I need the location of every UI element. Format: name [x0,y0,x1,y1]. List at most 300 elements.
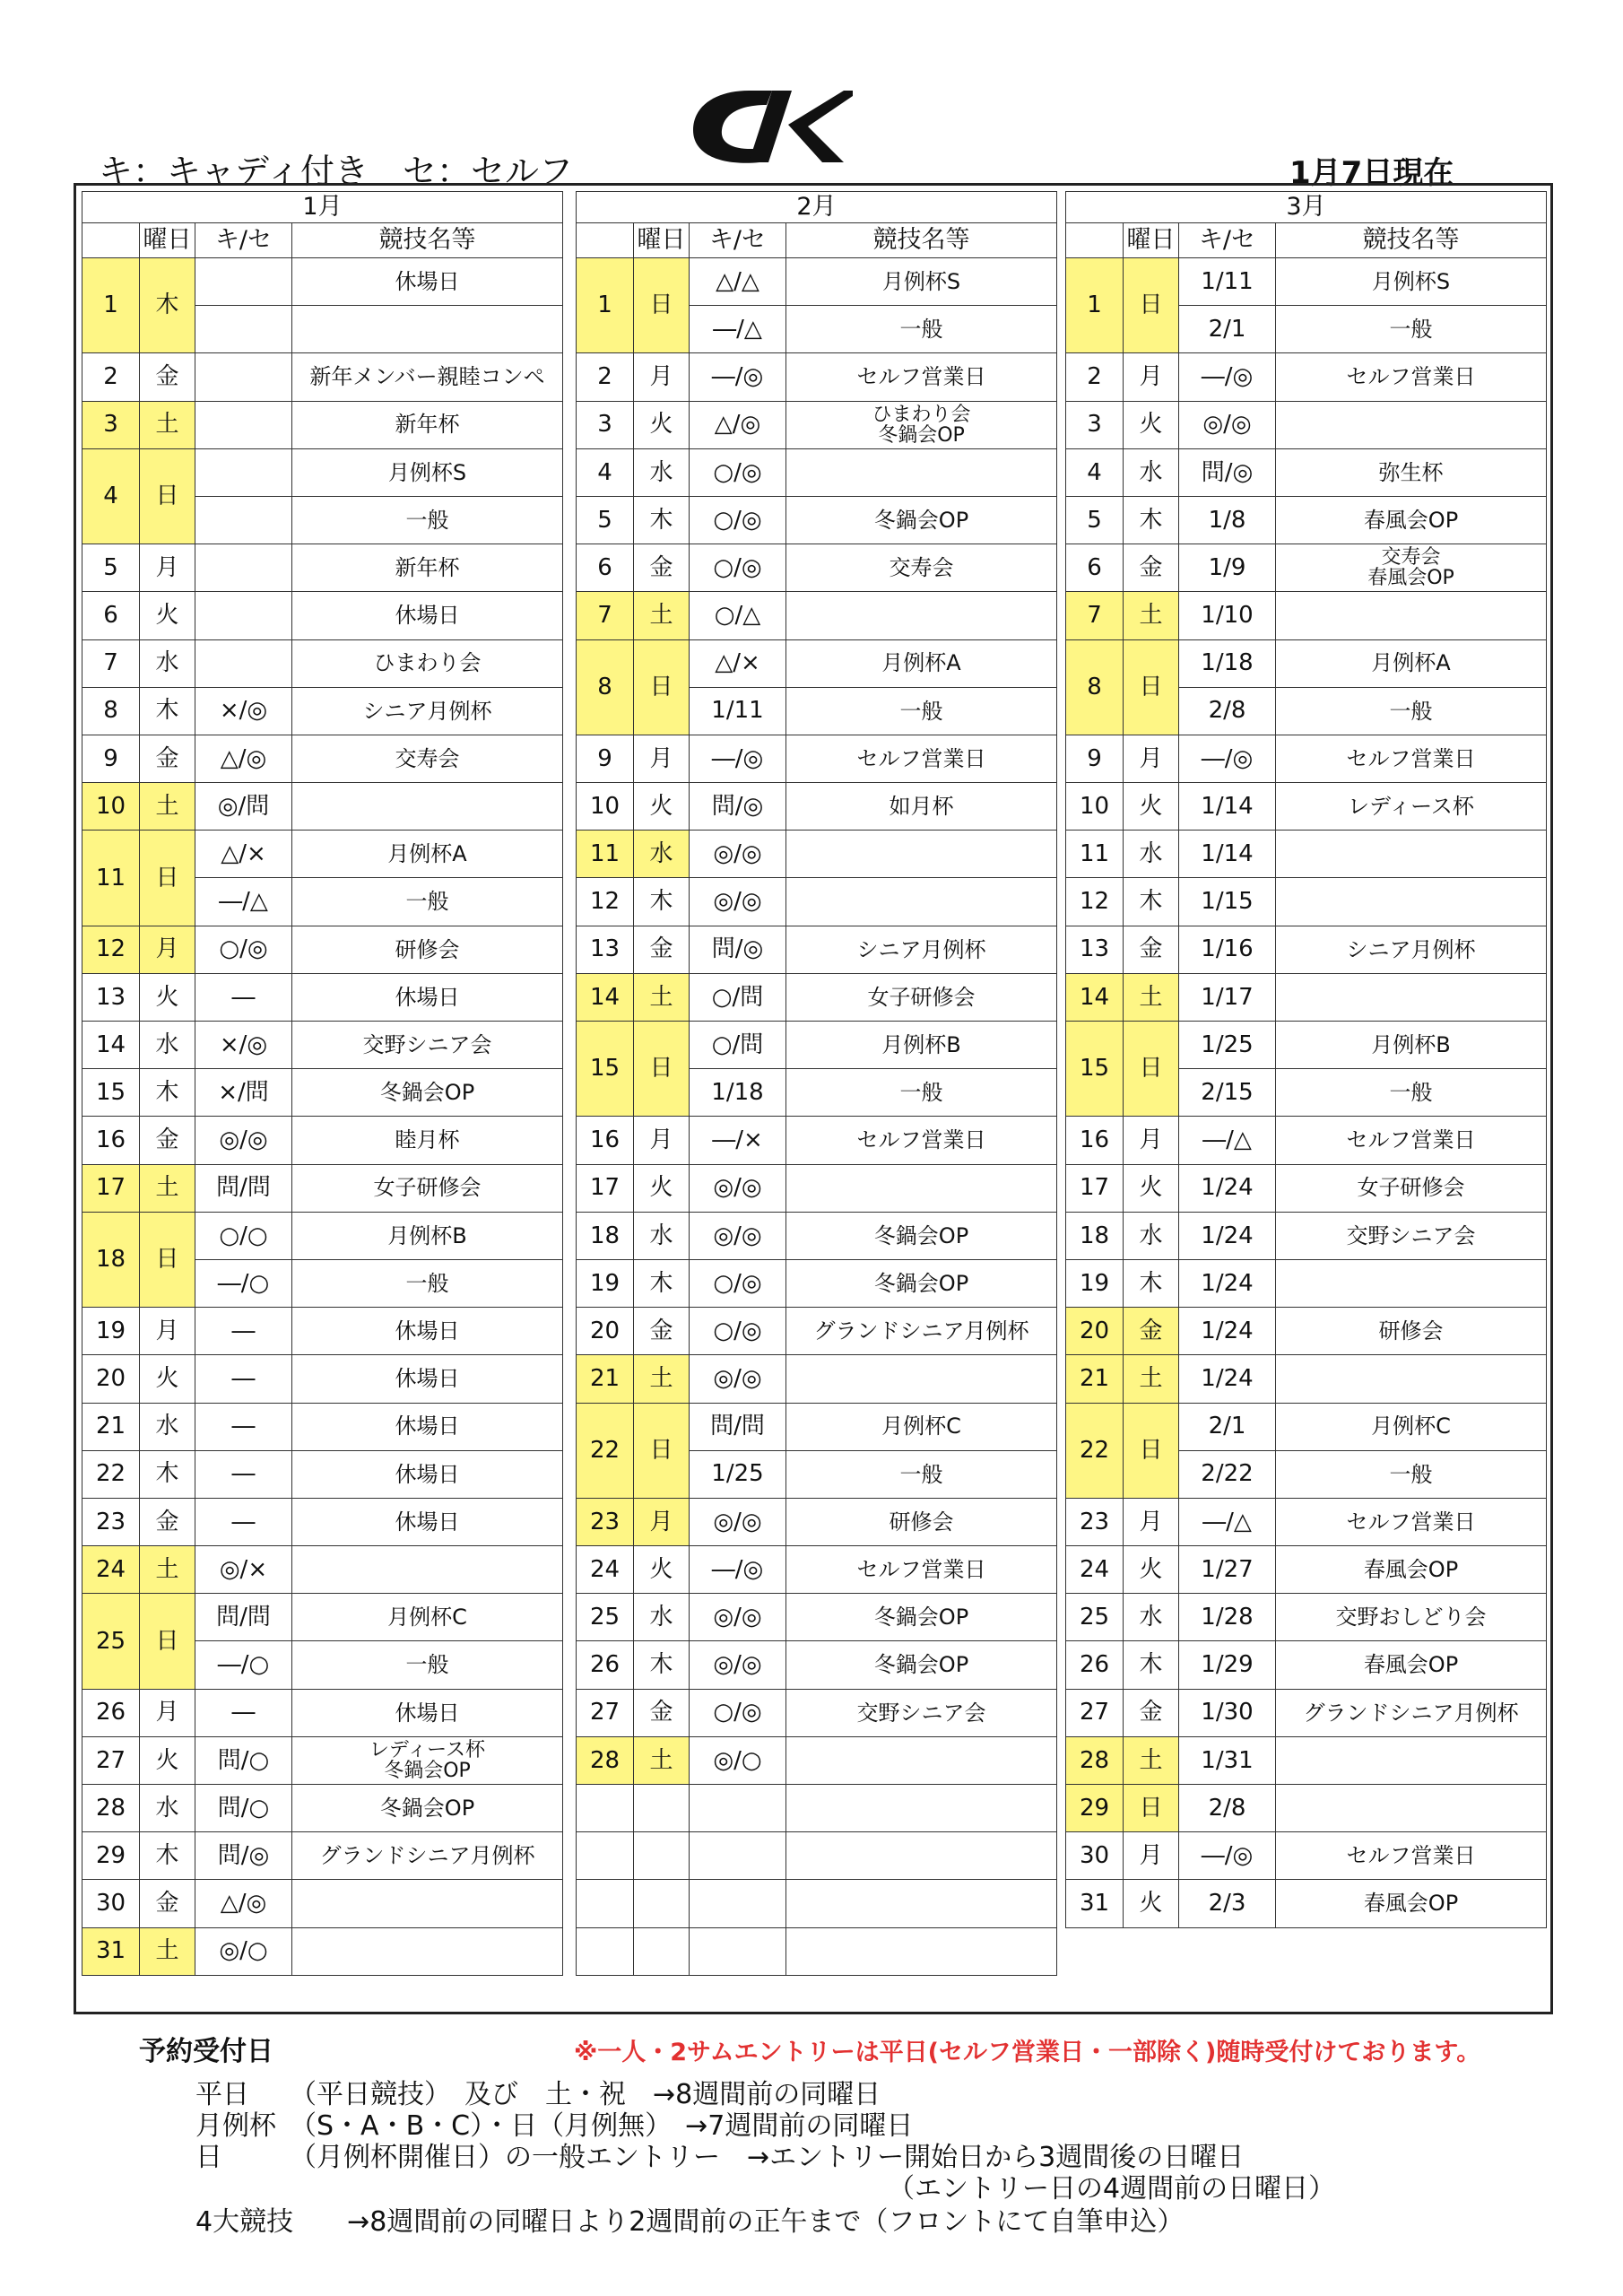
event-cell: 休場日 [292,1403,563,1450]
weekday-cell: 金 [634,1689,690,1736]
table-row [577,1117,1057,1164]
caddie-self-cell: 1/24 [1179,1355,1276,1403]
month-february [576,191,1056,1976]
caddie-self-cell: 1/24 [1179,1308,1276,1355]
header-dow: 曜日 [1124,223,1179,258]
event-cell [292,306,563,353]
table-row [82,639,563,687]
weekday-cell: 土 [140,1164,195,1212]
event-cell: 冬鍋会OP [786,496,1057,544]
day-cell: 6 [82,592,140,639]
event-cell: シニア月例杯 [292,687,563,735]
weekday-cell: 金 [140,1117,195,1164]
caddie-self-cell: 1/30 [1179,1689,1276,1736]
table-row [82,544,563,592]
event-cell: 新年杯 [292,401,563,448]
caddie-self-cell: 問/◎ [690,783,786,831]
caddie-self-cell: 1/25 [690,1450,786,1498]
weekday-cell: 土 [140,1927,195,1975]
caddie-self-cell: 1/8 [1179,496,1276,544]
table-row [577,878,1057,926]
caddie-self-cell: 問/問 [690,1403,786,1450]
event-cell [786,831,1057,878]
day-cell: 31 [82,1927,140,1975]
day-cell: 6 [1066,544,1124,592]
day-cell: 25 [1066,1594,1124,1641]
day-cell: 18 [577,1212,634,1259]
table-row [82,1212,563,1259]
weekday-cell: 日 [634,1403,690,1498]
weekday-cell: 月 [140,926,195,973]
event-cell: 研修会 [292,926,563,973]
table-row [1066,448,1547,496]
event-cell: 冬鍋会OP [786,1594,1057,1641]
caddie-self-cell: ◎/◎ [690,1594,786,1641]
day-cell: 4 [1066,448,1124,496]
table-row [1066,1164,1547,1212]
day-cell: 27 [82,1736,140,1784]
table-row [577,639,1057,687]
day-cell: 10 [1066,783,1124,831]
event-cell: 冬鍋会OP [786,1641,1057,1689]
event-cell: 交野シニア会 [786,1689,1057,1736]
month-table [82,191,563,1976]
weekday-cell: 土 [634,1355,690,1403]
event-cell: 月例杯B [786,1022,1057,1069]
caddie-self-cell: ―/◎ [690,353,786,401]
table-row [577,1880,1057,1927]
day-cell: 22 [82,1450,140,1498]
event-cell [1276,1259,1547,1307]
weekday-cell: 水 [140,1785,195,1832]
event-cell: シニア月例杯 [1276,926,1547,973]
day-cell: 8 [82,687,140,735]
event-cell: セルフ営業日 [1276,1498,1547,1545]
weekday-cell: 日 [634,1022,690,1117]
event-cell: グランドシニア月例杯 [1276,1689,1547,1736]
day-cell: 18 [1066,1212,1124,1259]
caddie-self-cell: 2/1 [1179,1403,1276,1450]
day-cell: 30 [82,1880,140,1927]
caddie-self-cell: 1/14 [1179,831,1276,878]
caddie-self-cell: ○/△ [690,592,786,639]
event-cell: 月例杯S [292,448,563,496]
caddie-self-cell: ―/△ [1179,1498,1276,1545]
day-cell: 26 [577,1641,634,1689]
event-cell: 休場日 [292,1355,563,1403]
event-cell: 冬鍋会OP [292,1785,563,1832]
event-cell [1276,831,1547,878]
header-day [82,223,140,258]
weekday-cell: 日 [140,1594,195,1689]
day-cell: 20 [1066,1308,1124,1355]
weekday-cell: 土 [1124,592,1179,639]
day-cell: 12 [1066,878,1124,926]
event-cell: 月例杯S [1276,258,1547,306]
weekday-cell: 火 [634,401,690,448]
table-row [82,1403,563,1450]
caddie-self-cell [195,639,292,687]
weekday-cell: 火 [140,973,195,1021]
event-cell: 休場日 [292,1689,563,1736]
table-row [577,735,1057,782]
event-cell: 休場日 [292,258,563,306]
event-cell [292,783,563,831]
header-ks: キ/セ [690,223,786,258]
weekday-cell: 水 [140,1022,195,1069]
table-row [577,1736,1057,1784]
event-cell [1276,1785,1547,1832]
weekday-cell: 火 [140,1736,195,1784]
day-cell: 17 [82,1164,140,1212]
day-cell: 14 [82,1022,140,1069]
table-row [1066,1259,1547,1307]
calendar-container [74,183,1553,2014]
weekday-cell: 木 [1124,1641,1179,1689]
table-row [1066,1212,1547,1259]
caddie-self-cell: ―/◎ [690,735,786,782]
weekday-cell: 火 [634,1164,690,1212]
day-cell: 24 [1066,1546,1124,1594]
day-cell: 8 [1066,639,1124,735]
day-cell: 1 [1066,258,1124,353]
caddie-self-cell: ○/問 [690,1022,786,1069]
event-cell [786,1736,1057,1784]
caddie-self-cell: ○/◎ [690,448,786,496]
day-cell [577,1785,634,1832]
weekday-cell: 日 [140,448,195,544]
event-cell: セルフ営業日 [1276,1117,1547,1164]
weekday-cell: 土 [634,1736,690,1784]
caddie-self-cell: ―/◎ [1179,735,1276,782]
notes-line-sunday-sub: （エントリー日の4週間前の日曜日） [888,2173,1336,2205]
weekday-cell: 月 [1124,735,1179,782]
caddie-self-cell: △/× [690,639,786,687]
table-row [577,1927,1057,1975]
table-row [82,973,563,1021]
event-cell: 月例杯S [786,258,1057,306]
event-cell: 交野シニア会 [292,1022,563,1069]
caddie-self-cell: ― [195,1689,292,1736]
caddie-self-cell: ◎/◎ [690,1212,786,1259]
event-cell: 休場日 [292,1450,563,1498]
day-cell: 22 [1066,1403,1124,1498]
caddie-self-cell: 1/24 [1179,1259,1276,1307]
caddie-self-cell: △/△ [690,258,786,306]
day-cell: 22 [577,1403,634,1498]
event-cell: セルフ営業日 [786,1546,1057,1594]
day-cell: 28 [82,1785,140,1832]
event-cell: 新年メンバー親睦コンペ [292,353,563,401]
event-cell [786,1880,1057,1927]
day-cell: 16 [1066,1117,1124,1164]
day-cell: 4 [82,448,140,544]
weekday-cell: 日 [140,1212,195,1307]
event-cell [1276,544,1547,592]
notes-line-monthly: 月例杯 （S・A・B・C）・日（月例無） →7週間前の同曜日 [195,2110,914,2142]
caddie-self-cell [195,448,292,496]
table-row [1066,1308,1547,1355]
month-label: 2月 [577,192,1057,223]
caddie-self-cell [690,1832,786,1880]
caddie-self-cell: 1/24 [1179,1164,1276,1212]
event-cell: 一般 [786,1069,1057,1117]
month-january [82,191,562,1976]
table-row [82,1164,563,1212]
event-cell: 交寿会 [292,735,563,782]
weekday-cell: 日 [1124,1403,1179,1498]
caddie-self-cell: △/◎ [195,1880,292,1927]
weekday-cell: 火 [140,1355,195,1403]
table-row [82,1546,563,1594]
event-cell: 一般 [1276,306,1547,353]
weekday-cell: 火 [1124,1164,1179,1212]
weekday-cell: 水 [1124,1594,1179,1641]
caddie-self-cell: 1/27 [1179,1546,1276,1594]
table-row [577,401,1057,448]
caddie-self-cell: 1/17 [1179,973,1276,1021]
table-row [1066,1355,1547,1403]
weekday-cell: 土 [140,1546,195,1594]
day-cell: 28 [1066,1736,1124,1784]
weekday-cell: 木 [1124,496,1179,544]
weekday-cell: 木 [634,878,690,926]
table-row [577,353,1057,401]
table-row [82,1927,563,1975]
event-cell: 交野シニア会 [1276,1212,1547,1259]
weekday-cell: 金 [634,926,690,973]
event-cell: 新年杯 [292,544,563,592]
table-row [1066,1832,1547,1880]
weekday-cell: 木 [1124,1259,1179,1307]
table-row [82,1450,563,1498]
weekday-cell: 月 [634,1498,690,1545]
weekday-cell: 火 [1124,1880,1179,1927]
day-cell: 15 [82,1069,140,1117]
event-line: 交寿会 [1381,546,1441,570]
table-row [1066,1546,1547,1594]
month-march [1065,191,1546,1928]
weekday-cell: 土 [634,592,690,639]
caddie-self-cell [690,1880,786,1927]
table-row [1066,1880,1547,1927]
day-cell: 15 [577,1022,634,1117]
day-cell: 13 [577,926,634,973]
event-cell: 月例杯C [786,1403,1057,1450]
notes-line-major: 4大競技 →8週間前の同曜日より2週間前の正午まで（フロントにて自筆申込） [195,2206,1185,2238]
event-cell [1276,401,1547,448]
caddie-self-cell [195,544,292,592]
event-cell [786,448,1057,496]
day-cell: 26 [82,1689,140,1736]
caddie-self-cell: ― [195,1450,292,1498]
table-row [577,973,1057,1021]
event-cell: 月例杯C [1276,1403,1547,1450]
day-cell: 30 [1066,1832,1124,1880]
day-cell: 13 [1066,926,1124,973]
table-row [577,1498,1057,1545]
weekday-cell: 土 [140,783,195,831]
day-cell: 11 [82,831,140,926]
table-row [1066,1403,1547,1450]
table-row [1066,1498,1547,1545]
event-cell: 一般 [292,496,563,544]
weekday-cell: 木 [140,1450,195,1498]
day-cell: 10 [577,783,634,831]
day-cell: 14 [577,973,634,1021]
table-row [1066,1689,1547,1736]
caddie-self-cell: ◎/◎ [690,831,786,878]
event-line: 冬鍋会OP [384,1759,471,1782]
weekday-cell: 火 [634,1546,690,1594]
event-cell: セルフ営業日 [786,353,1057,401]
caddie-self-cell: 問/問 [195,1594,292,1641]
caddie-self-cell: 1/11 [690,687,786,735]
table-row [82,1736,563,1784]
day-cell: 14 [1066,973,1124,1021]
caddie-self-cell: ―/◎ [1179,353,1276,401]
weekday-cell: 金 [140,353,195,401]
notes-line-weekday: 平日 （平日競技） 及び 土・祝 →8週間前の同曜日 [195,2079,881,2110]
caddie-self-cell [195,401,292,448]
event-cell: シニア月例杯 [786,926,1057,973]
table-row [1066,926,1547,973]
weekday-cell: 日 [140,831,195,926]
caddie-self-cell: ◎/◎ [690,878,786,926]
day-cell: 11 [577,831,634,878]
event-cell [786,1164,1057,1212]
weekday-cell: 土 [634,973,690,1021]
table-row [577,496,1057,544]
event-cell: 一般 [292,878,563,926]
table-row [577,1594,1057,1641]
day-cell: 7 [1066,592,1124,639]
event-cell: 冬鍋会OP [786,1212,1057,1259]
caddie-self-cell: ―/◎ [1179,1832,1276,1880]
day-cell: 16 [577,1117,634,1164]
caddie-self-cell: ○/◎ [690,1308,786,1355]
day-cell: 3 [577,401,634,448]
caddie-self-cell [195,496,292,544]
weekday-cell: 水 [634,1212,690,1259]
caddie-self-cell: 1/29 [1179,1641,1276,1689]
table-row [82,1689,563,1736]
weekday-cell: 金 [634,544,690,592]
day-cell: 25 [82,1594,140,1689]
caddie-self-cell: ◎/◎ [195,1117,292,1164]
header-day [1066,223,1124,258]
caddie-self-cell: ◎/× [195,1546,292,1594]
weekday-cell: 日 [634,639,690,735]
table-row [1066,1117,1547,1164]
event-cell: 月例杯A [786,639,1057,687]
day-cell: 6 [577,544,634,592]
event-cell: 研修会 [786,1498,1057,1545]
table-row [577,592,1057,639]
weekday-cell: 月 [634,1117,690,1164]
event-cell: 春風会OP [1276,1546,1547,1594]
caddie-self-cell: 1/28 [1179,1594,1276,1641]
table-row [82,401,563,448]
day-cell: 3 [1066,401,1124,448]
table-row [577,1641,1057,1689]
table-row [577,926,1057,973]
day-cell: 27 [1066,1689,1124,1736]
caddie-self-cell: 2/22 [1179,1450,1276,1498]
day-cell: 1 [577,258,634,353]
weekday-cell: 月 [140,544,195,592]
day-cell: 21 [1066,1355,1124,1403]
event-cell [292,1736,563,1784]
event-cell [786,1785,1057,1832]
table-row [1066,1022,1547,1069]
weekday-cell [634,1880,690,1927]
weekday-cell: 月 [140,1689,195,1736]
table-row [82,831,563,878]
table-row [577,1785,1057,1832]
table-row [82,1308,563,1355]
table-row [1066,401,1547,448]
day-cell: 1 [82,258,140,353]
weekday-cell: 水 [1124,831,1179,878]
event-cell: 春風会OP [1276,1641,1547,1689]
caddie-self-cell: ◎/○ [195,1927,292,1975]
day-cell: 4 [577,448,634,496]
event-cell: 冬鍋会OP [786,1259,1057,1307]
day-cell: 2 [82,353,140,401]
day-cell: 28 [577,1736,634,1784]
caddie-self-cell: ―/△ [1179,1117,1276,1164]
caddie-self-cell: ―/◎ [690,1546,786,1594]
day-cell: 5 [82,544,140,592]
table-row [577,544,1057,592]
table-row [577,1355,1057,1403]
caddie-self-cell: ◎/○ [690,1736,786,1784]
event-cell: 冬鍋会OP [292,1069,563,1117]
event-line: 冬鍋会OP [878,423,965,447]
caddie-self-cell: 1/31 [1179,1736,1276,1784]
weekday-cell: 水 [634,448,690,496]
event-cell: 一般 [1276,1450,1547,1498]
weekday-cell: 金 [140,1880,195,1927]
table-row [82,1355,563,1403]
event-line: ひまわり会 [872,403,971,426]
weekday-cell: 木 [634,496,690,544]
caddie-self-cell: ○/問 [690,973,786,1021]
day-cell: 7 [82,639,140,687]
header-event: 競技名等 [292,223,563,258]
day-cell: 24 [577,1546,634,1594]
table-row [82,1022,563,1069]
day-cell: 9 [577,735,634,782]
event-cell [292,1880,563,1927]
weekday-cell: 水 [140,639,195,687]
weekday-cell: 水 [140,1403,195,1450]
weekday-cell: 金 [140,735,195,782]
table-row [82,926,563,973]
weekday-cell: 月 [634,353,690,401]
weekday-cell: 日 [1124,1022,1179,1117]
weekday-cell: 月 [634,735,690,782]
caddie-self-cell: 2/15 [1179,1069,1276,1117]
caddie-self-cell: ― [195,1403,292,1450]
event-cell: 休場日 [292,1498,563,1545]
caddie-self-cell: 1/15 [1179,878,1276,926]
day-cell: 23 [1066,1498,1124,1545]
table-row [577,448,1057,496]
weekday-cell: 金 [1124,544,1179,592]
caddie-self-cell: 1/10 [1179,592,1276,639]
